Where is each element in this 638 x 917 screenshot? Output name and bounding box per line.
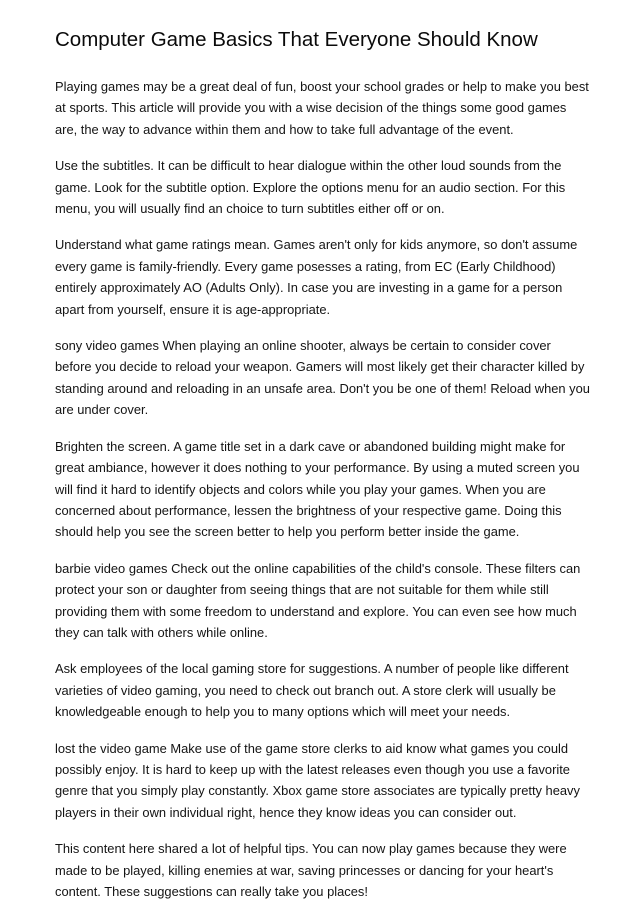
paragraph-store-suggestions: Ask employees of the local gaming store for suggestions. A number of people like different varieties of video gaming, you need to check out branch out. A store clerk will usually be knowledgeable enough to help you to many options which will meet your needs. [55, 661, 569, 720]
paragraph-shooter-cover: sony video games When playing an online shooter, always be certain to consider cover before you decide to reload your weapon. Gamers will most likely get their character killed by standing around and reloading in an unsafe area. Don't you be one of them! Reload when you are under cover. [55, 338, 590, 418]
document-page [55, 27, 590, 917]
paragraph-subtitles: Use the subtitles. It can be difficult to hear dialogue within the other loud sounds from the game. Look for the subtitle option. Explore the options menu for an audio section. For this menu, you will usually find an choice to turn subtitles either off or on. [55, 158, 566, 217]
paragraph-brighten-screen: Brighten the screen. A game title set in a dark cave or abandoned building might make for great ambiance, however it does nothing to your performance. By using a muted screen you will find it hard to identify objects and colors while you play your games. When you are concerned about performance, lessen the brightness of your respective game. Doing this should help you see the screen better to help you perform better inside the game. [55, 438, 580, 540]
paragraph-intro: Playing games may be a great deal of fun, boost your school grades or help to make you best at sports. This article will provide you with a wise decision of the things some good games are, the way to advance within them and how to take full advantage of the event. [55, 79, 589, 137]
paragraph-ratings: Understand what game ratings mean. Games aren't only for kids anymore, so don't assume every game is family-friendly. Every game posesses a rating, from EC (Early Childhood) entirely approximately AO (Adults Only). In case you are investing in a game for a person apart from yourself, ensure it is age-appropriate. [55, 237, 578, 317]
paragraph-conclusion: This content here shared a lot of helpful tips. You can now play games because they were made to be played, killing enemies at war, saving princesses or dancing for your heart's content. These suggestions can really take you places! [55, 841, 567, 899]
document-title: Computer Game Basics That Everyone Should Know [55, 28, 538, 51]
paragraph-store-clerks: lost the video game Make use of the game store clerks to aid know what games you could possibly enjoy. It is hard to keep up with the latest releases even though you use a favorite genre that you simply play constantly. Xbox game store associates are typically pretty heavy players in their own individual right, hence they know ideas you can consider out. [55, 740, 580, 820]
paragraph-online-capabilities: barbie video games Check out the online capabilities of the child's console. These filters can protect your son or daughter from seeing things that are not suitable for them while still providing them with some freedom to understand and explore. You can even see how much they can talk with others while online. [55, 560, 581, 640]
